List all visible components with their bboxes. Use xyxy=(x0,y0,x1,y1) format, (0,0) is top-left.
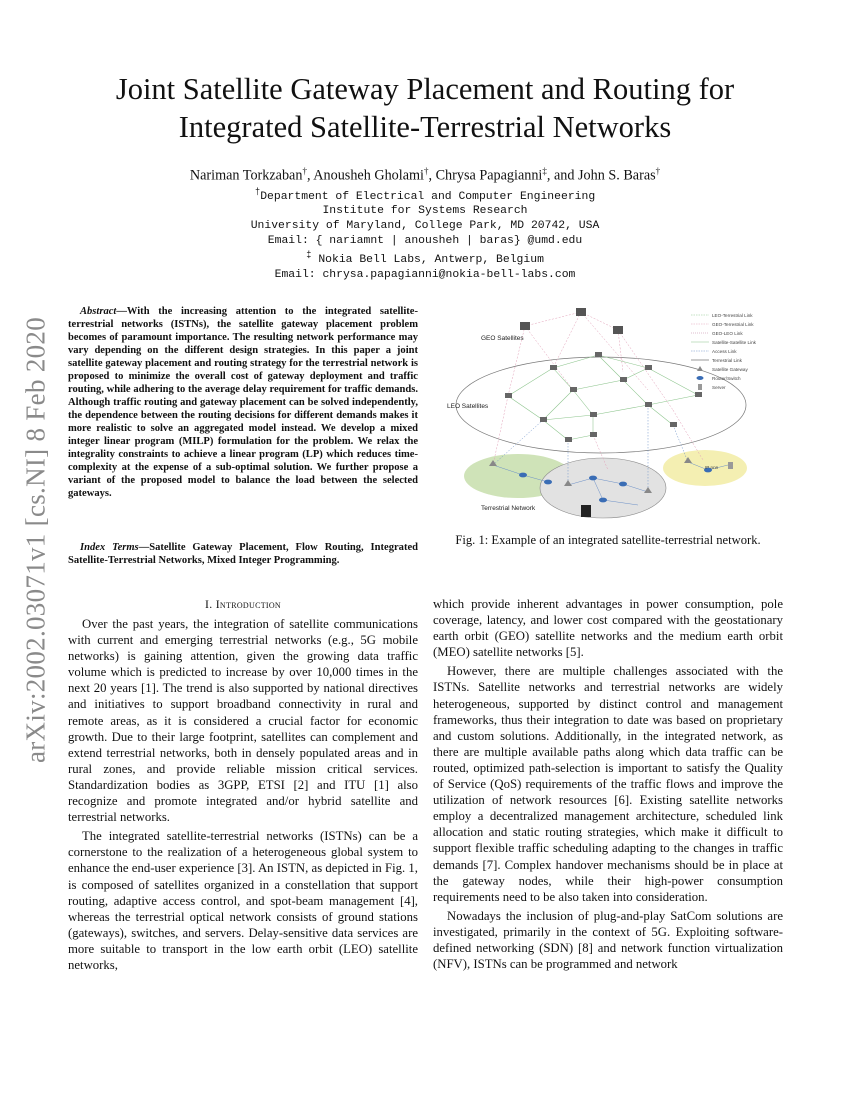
server-icon xyxy=(728,462,733,469)
legend-entry: LEO-Terrestrial Link xyxy=(712,313,753,318)
legend-entry: Satellite Gateway xyxy=(712,367,748,372)
affiliation-line-3: University of Maryland, College Park, MD 20742, USA xyxy=(250,219,600,232)
section-title: Introduction xyxy=(215,597,282,611)
server-icon xyxy=(581,505,591,517)
index-terms-label: Index Terms xyxy=(80,542,139,553)
router-icon xyxy=(599,498,607,503)
label-leo-satellites: LEO Satellites xyxy=(447,403,489,410)
satellite-icon xyxy=(645,365,652,370)
paper-title xyxy=(60,70,790,146)
abstract xyxy=(68,305,418,500)
dagger-mark: † xyxy=(302,166,307,176)
satellite-icon xyxy=(550,365,557,370)
affiliation-email-2: Email: chrysa.papagianni@nokia-bell-labs.com xyxy=(274,268,576,281)
author-1: Nariman Torkzaban xyxy=(189,167,303,184)
paragraph: Over the past years, the integration of satellite communications with current and emerging terrestrial networks (e.g., 5G mobile networks) is gaining attention, given the growing data traffic volume which is predicted to increase by over 10,000 times in the next 20 years [1]. The trend is also supported by national directives and initiatives to support broadband connectivity in rural and remote areas, as it is considered a crucial factor for economic growth. Due to their large footprint, satellites can complement and extend terrestrial networks, both in densely populated areas and in rural zones, and provide reliable mission critical services. Standardization bodies as 3GPP, ETSI [2] and ITU [1] also recognize and promote integrated and/or hybrid satellite and terrestrial networks. xyxy=(68,617,418,825)
leo-satellites xyxy=(505,352,702,442)
router-icon xyxy=(589,476,597,481)
affiliation-line-2: Institute for Systems Research xyxy=(322,205,528,218)
index-terms-text: —Satellite Gateway Placement, Flow Routing, Integrated Satellite-Terrestrial Networks, Mixed Integer Programming. xyxy=(68,542,419,566)
terrestrial-region-center xyxy=(540,458,666,518)
arxiv-identifier-text: arXiv:2002.03071v1 [cs.NI] 8 Feb 2020 xyxy=(20,316,51,764)
satellite-icon xyxy=(595,352,602,357)
paragraph: The integrated satellite-terrestrial networks (ISTNs) can be a cornerstone to the realization of a heterogeneous global system to enhance the end-user experience [3]. An ISTN, as depicted in Fig. 1, is composed of satellites organized in a constellation that support routing, adaptive access control, and spot-beam management [4], whereas the terrestrial optical network consists of ground stations (gateways), switches, and servers. Delay-sensitive data services are more suitable to transport in the low earth orbit (LEO) satellite networks, xyxy=(68,829,418,972)
label-ip-region: IP nnn xyxy=(705,465,719,470)
router-icon xyxy=(544,480,552,485)
satellite-icon xyxy=(590,412,597,417)
dagger-mark: † xyxy=(254,187,261,197)
abstract-label: Abstract xyxy=(80,306,117,317)
satellite-icon xyxy=(570,387,577,392)
legend-entry: Access Link xyxy=(712,349,737,354)
paragraph: Nowadays the inclusion of plug-and-play SatCom solutions are investigated, primarily in the context of 5G. Exploiting software-defined networking (SDN) [8] and network function virtualization (NFV), ISTNs can be programmed and network xyxy=(433,908,783,972)
paragraph: which provide inherent advantages in power consumption, pole coverage, latency, and lower cost compared with the geostationary earth orbit (GEO) satellite networks and the medium earth orbit (MEO) satellite networks [5]. xyxy=(433,597,783,660)
geo-links xyxy=(493,312,703,470)
geo-satellites xyxy=(520,308,623,334)
dagger-mark: † xyxy=(655,166,661,176)
router-icon xyxy=(619,482,627,487)
author-3: Chrysa Papagianni xyxy=(435,167,543,184)
affiliation-email-1: Email: { nariamnt | anousheh | baras} @umd.edu xyxy=(267,234,583,247)
title-line-2: Integrated Satellite-Terrestrial Networks xyxy=(178,110,672,144)
double-dagger-mark: ‡ xyxy=(542,166,547,176)
server-icon xyxy=(698,384,702,390)
satellite-icon xyxy=(520,322,530,330)
figure-caption: Fig. 1: Example of an integrated satellite-terrestrial network. xyxy=(455,533,761,547)
legend-entry: Terrestrial Link xyxy=(712,358,742,363)
router-icon xyxy=(697,376,704,380)
affiliation-line-1: Department of Electrical and Computer Engineering xyxy=(260,190,596,203)
satellite-gateway-icon xyxy=(697,366,703,371)
left-column-body xyxy=(68,616,418,976)
dagger-mark: † xyxy=(424,166,429,176)
legend-entry: Server xyxy=(712,385,726,390)
abstract-text: —With the increasing attention to the integrated satellite-terrestrial networks (ISTNs), the satellite gateway placement problem becomes of paramount importance. The resulting network performance may vary depending on the different design strategies. In this paper a joint satellite gateway placement and routing strategy for the terrestrial network is proposed to minimize the overall cost of gateway deployment and traffic routing, while adhering to the average delay requirement for traffic demands. Although traffic routing and gateway placement can be solved independently, the dependence between the routing decisions for different demands makes it more realistic to solve an aggregated model instead. We develop a mixed integer linear program (MILP) formulation for the problem. We relax the integrality constraints to achieve a linear program (LP) which reduces time-complexity at the expense of a sub-optimal solution. We further propose a variant of the proposed model to balance the load between the selected gateways. xyxy=(68,306,418,499)
legend-entry: GEO-LEO Link xyxy=(712,331,743,336)
section-heading-introduction xyxy=(68,597,418,612)
satellite-icon xyxy=(505,393,512,398)
satellite-icon xyxy=(695,392,702,397)
label-geo-satellites: GEO Satellites xyxy=(481,335,524,342)
index-terms xyxy=(68,541,418,567)
satellite-icon xyxy=(565,437,572,442)
satellite-icon xyxy=(590,432,597,437)
affiliations xyxy=(60,185,790,282)
title-line-1: Joint Satellite Gateway Placement and Routing for xyxy=(115,72,735,106)
paragraph: However, there are multiple challenges associated with the ISTNs. Satellite networks and terrestrial networks are widely heterogeneous, supported by distinct control and management frameworks, thus their integration to date was based on proprietary and custom solutions. Additionally, in the integrated network, as there are multiple available paths along which data traffic can be routed, optimized path-selection is important to satisfy the Quality of Service (QoS) requirements of the traffic flows and improve the utilization of network resources [6]. Existing satellite networks employ a decentralized management architecture, scheduled link allocation and static routing strategies, which make it difficult to support flexible traffic scheduling adapting to the changes in traffic demands [7]. Complex handover mechanisms should be in place at the gateway nodes, while their high-power consumption requirements need to be also taken into consideration. xyxy=(433,664,783,904)
author-list: Nariman Torkzaban†, Anousheh Gholami†, Chrysa Papagianni‡, and John S. Baras† xyxy=(189,166,661,184)
double-dagger-mark: ‡ xyxy=(306,250,312,261)
satellite-icon xyxy=(613,326,623,334)
legend-entry: GEO-Terrestrial Link xyxy=(712,322,754,327)
satellite-icon xyxy=(576,308,586,316)
section-number: I. xyxy=(204,597,213,611)
legend-entry: Satellite-Satellite Link xyxy=(712,340,756,345)
affiliation-line-5: Nokia Bell Labs, Antwerp, Belgium xyxy=(318,253,544,266)
legend-entry: Router/Switch xyxy=(712,376,741,381)
satellite-icon xyxy=(670,422,677,427)
right-column-body xyxy=(433,596,783,975)
author-4: and John S. Baras xyxy=(553,167,656,184)
arxiv-identifier xyxy=(6,300,66,780)
figure-network-diagram xyxy=(433,300,783,528)
satellite-icon xyxy=(645,402,652,407)
router-icon xyxy=(519,473,527,478)
leo-links xyxy=(508,355,698,440)
leo-orbit xyxy=(456,357,746,453)
network-diagram-svg xyxy=(433,300,783,528)
satellite-icon xyxy=(540,417,547,422)
author-2: Anousheh Gholami xyxy=(313,167,424,184)
satellite-icon xyxy=(620,377,627,382)
figure-legend xyxy=(691,313,757,390)
label-terrestrial-network: Terrestrial Network xyxy=(481,505,536,512)
